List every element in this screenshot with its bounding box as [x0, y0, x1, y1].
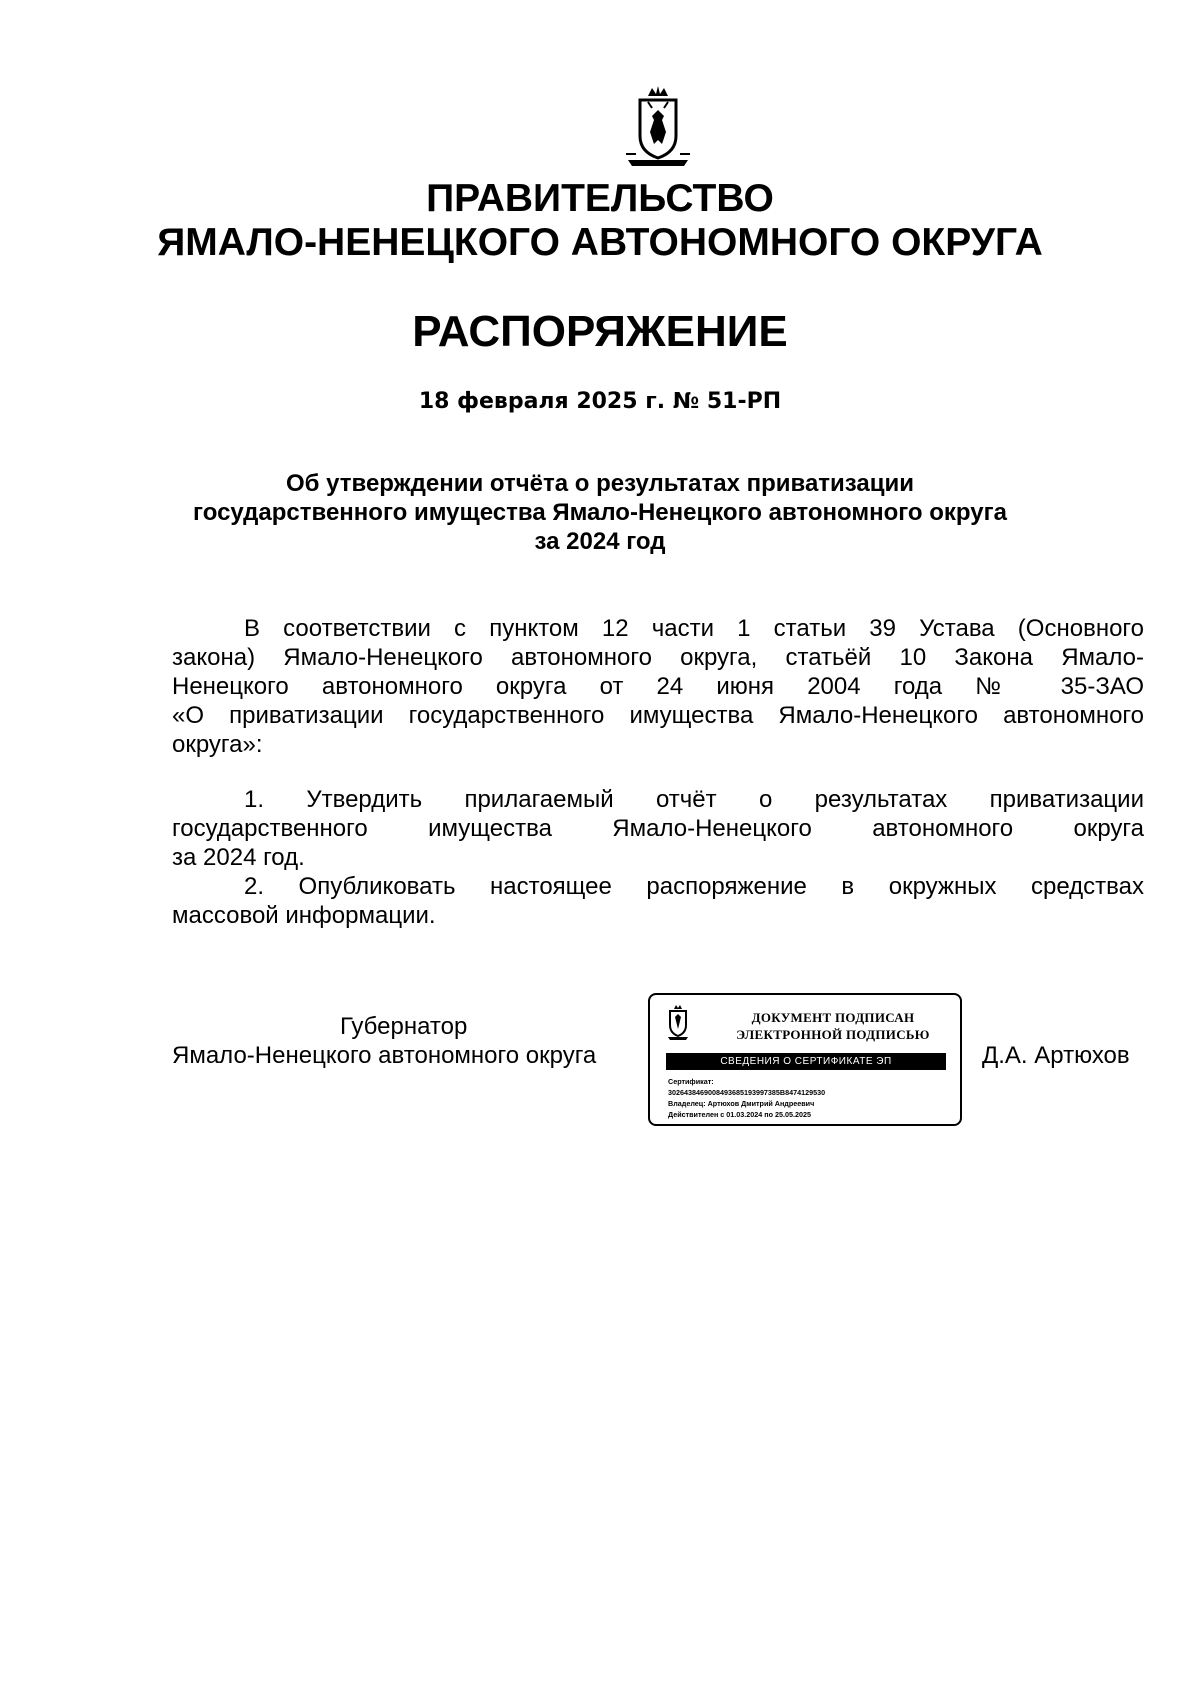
stamp-heading-line1: ДОКУМЕНТ ПОДПИСАН [751, 1010, 915, 1025]
document-subject [150, 469, 1050, 556]
organization-name-line2: ЯМАЛО-НЕНЕЦКОГО АВТОНОМНОГО ОКРУГА [157, 221, 1043, 264]
certificate-number: 3026438469008493685193997385B8474129530 [668, 1088, 826, 1097]
subject-line: государственного имущества Ямало-Ненецкого автономного округа [193, 499, 1007, 526]
subject-line: Об утверждении отчёта о результатах приватизации [285, 470, 915, 497]
certificate-owner: Владелец: Артюхов Дмитрий Андреевич [668, 1099, 815, 1108]
certificate-label: Сертификат: [668, 1077, 714, 1086]
item-1-line: 1. Утвердить прилагаемый отчёт о результатах приватизации [244, 786, 1144, 813]
certificate-info-bar: СВЕДЕНИЯ О СЕРТИФИКАТЕ ЭП [666, 1053, 946, 1070]
item-1-line: государственного имущества Ямало-Ненецкого автономного округа [172, 815, 1144, 842]
document-type-heading: РАСПОРЯЖЕНИЕ [412, 307, 788, 356]
stamp-heading-line2: ЭЛЕКТРОННОЙ ПОДПИСЬЮ [736, 1027, 930, 1042]
document-date-number: 18 февраля 2025 г. № 51-РП [418, 389, 782, 414]
item-1-line: за 2024 год. [172, 844, 305, 871]
stamp-heading [722, 1009, 944, 1043]
electronic-signature-stamp [648, 993, 962, 1126]
signatory-title-line2: Ямало-Ненецкого автономного округа [172, 1042, 597, 1069]
organization-name-line1: ПРАВИТЕЛЬСТВО [426, 177, 774, 220]
signatory-name: Д.А. Артюхов [982, 1042, 1130, 1069]
preamble-paragraph [172, 614, 1144, 759]
coat-of-arms-emblem [622, 86, 694, 172]
certificate-details [668, 1076, 954, 1120]
resolution-items [172, 785, 1144, 930]
preamble-line: округа»: [172, 731, 263, 758]
preamble-line: закона) Ямало-Ненецкого автономного округа, статьёй 10 Закона Ямало- [172, 644, 1144, 671]
stamp-emblem-icon [666, 1005, 690, 1041]
preamble-line: В соответствии с пунктом 12 части 1 статьи 39 Устава (Основного [244, 615, 1144, 642]
item-2-line: 2. Опубликовать настоящее распоряжение в окружных средствах [244, 873, 1144, 900]
item-2-line: массовой информации. [172, 902, 436, 929]
certificate-validity: Действителен с 01.03.2024 по 25.05.2025 [668, 1110, 811, 1119]
subject-line: за 2024 год [534, 528, 666, 555]
preamble-line: Ненецкого автономного округа от 24 июня 2004 года № 35-ЗАО [172, 673, 1144, 700]
preamble-line: «О приватизации государственного имущества Ямало-Ненецкого автономного [172, 702, 1144, 729]
signatory-title-line1: Губернатор [340, 1013, 468, 1040]
